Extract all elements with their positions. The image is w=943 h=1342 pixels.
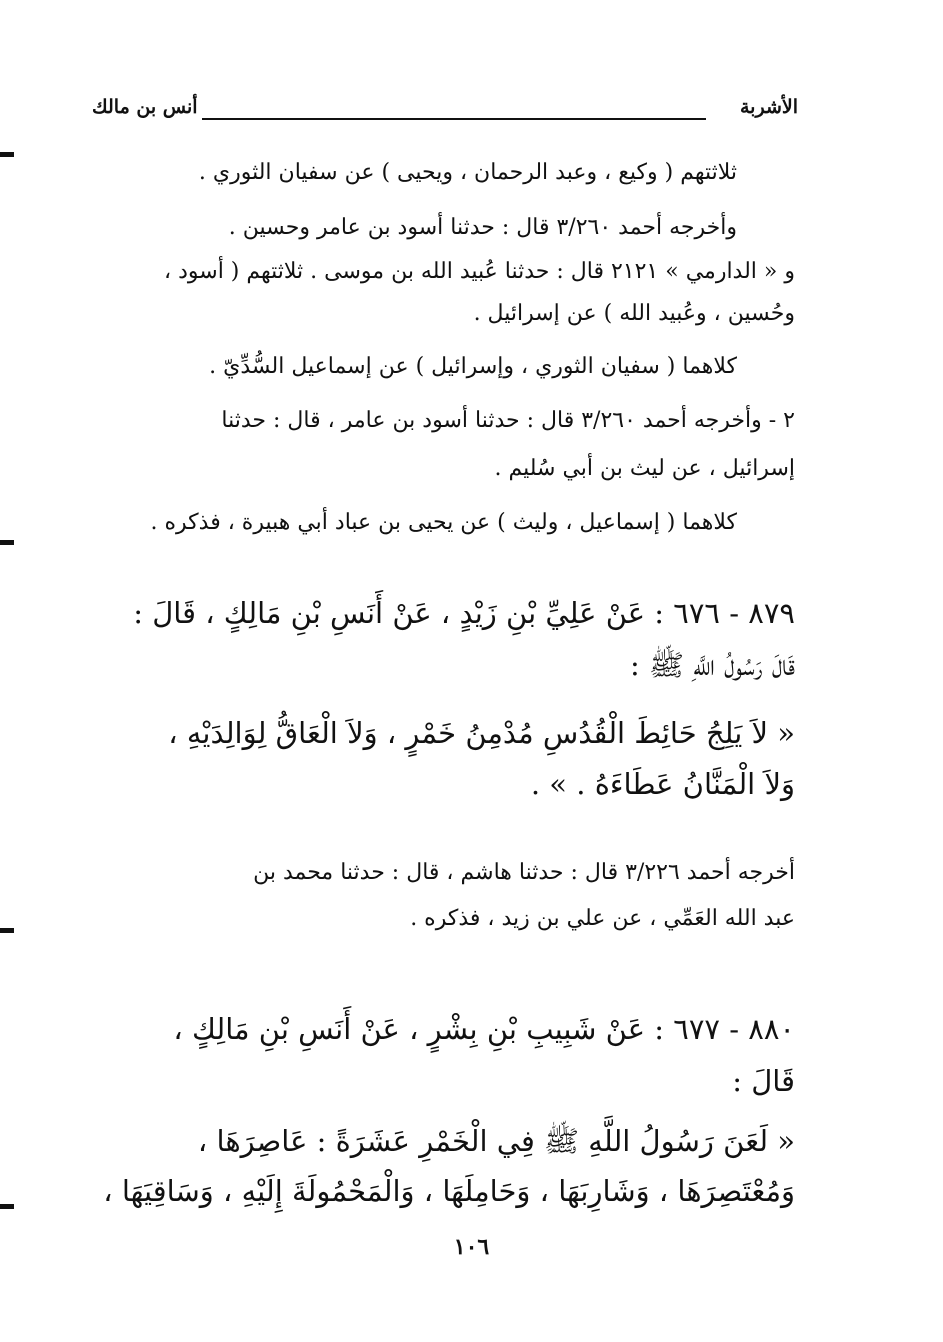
scan-edge-mark (0, 1204, 14, 1209)
note-line: إسرائيل ، عن ليث بن أبي سُليم . (494, 456, 795, 481)
hadith-text: وَمُعْتَصِرَهَا ، وَشَارِبَهَا ، وَحَامِلَهَا ، وَالْمَحْمُولَةَ إِلَيْهِ ، وَسَاقِيَهَا ، (103, 1174, 795, 1208)
note-line: عبد الله العَمِّي ، عن علي بن زيد ، فذكره . (410, 906, 795, 931)
scan-edge-mark (0, 928, 14, 933)
hadith-line: قَالَ : (732, 1064, 795, 1098)
note-line: وحُسين ، وعُبيد الله ) عن إسرائيل . (473, 301, 795, 326)
chapter-title: الأشربة (740, 96, 798, 118)
note-line: وأخرجه أحمد ٣/٢٦٠ قال : حدثنا أسود بن عامر وحسين . (228, 215, 737, 240)
scan-edge-mark (0, 540, 14, 545)
page-number: ١٠٦ (453, 1234, 490, 1260)
scan-edge-mark (0, 152, 14, 157)
hadith-heading: ٨٨٠ - ٦٧٧ : عَنْ شَبِيبِ بْنِ بِشْرٍ ، عَنْ أَنَسِ بْنِ مَالِكٍ ، (173, 1012, 795, 1046)
note-line: كلاهما ( إسماعيل ، وليث ) عن يحيى بن عباد أبي هبيرة ، فذكره . (150, 510, 737, 535)
running-header (92, 96, 798, 130)
note-line: و « الدارمي » ٢١٢١ قال : حدثنا عُبيد الله بن موسى . ثلاثتهم ( أسود ، (164, 259, 795, 284)
note-line: ٢ - وأخرجه أحمد ٣/٢٦٠ قال : حدثنا أسود بن عامر ، قال : حدثنا (221, 408, 795, 433)
running-title: أنس بن مالك (92, 96, 198, 118)
hadith-text: « لَعَنَ رَسُولُ اللَّهِ ﷺ فِي الْخَمْرِ عَشَرَةً : عَاصِرَهَا ، (197, 1124, 795, 1158)
note-line: أخرجه أحمد ٣/٢٢٦ قال : حدثنا هاشم ، قال : حدثنا محمد بن (253, 860, 795, 885)
header-rule (202, 118, 706, 120)
hadith-text: « لاَ يَلِجُ حَائِطَ الْقُدُسِ مُدْمِنُ خَمْرٍ ، وَلاَ الْعَاقُّ لِوَالِدَيْهِ ، (168, 716, 795, 750)
hadith-line: قَالَ رَسُولُ اللَّهِ ﷺ : (630, 648, 795, 682)
hadith-heading: ٨٧٩ - ٦٧٦ : عَنْ عَلِيِّ بْنِ زَيْدٍ ، عَنْ أَنَسِ بْنِ مَالِكٍ ، قَالَ : (133, 596, 795, 630)
hadith-text: وَلاَ الْمَنَّانُ عَطَاءَهُ . » . (530, 767, 795, 801)
note-line: ثلاثتهم ( وكيع ، وعبد الرحمان ، ويحيى ) عن سفيان الثوري . (198, 160, 737, 185)
note-line: كلاهما ( سفيان الثوري ، وإسرائيل ) عن إسماعيل السُّدِّيّ . (209, 354, 737, 379)
